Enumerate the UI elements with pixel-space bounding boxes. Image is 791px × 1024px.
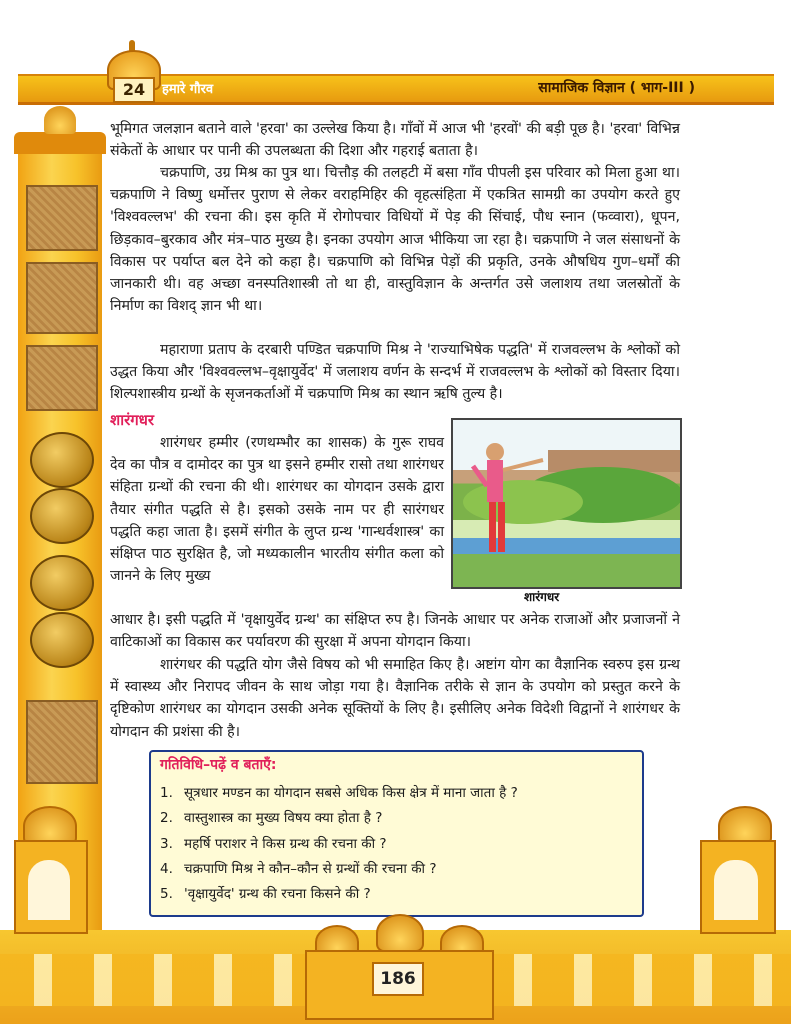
- header-page-number: 24: [113, 77, 155, 103]
- activity-question: [160, 783, 518, 801]
- relief-tile-image: [26, 185, 98, 251]
- paragraph-sharangdhar: शारंगधर हम्मीर (रणथम्भौर का शासक) के गुरू राघव देव का पौत्र व दामोदर का पुत्र था इसने हम्मीर रासो तथा शारंगधर संहिता ग्रन्थों की रचना की थी। शारंगधर का योगदान उसके द्वारा तैयार संगीत पद्धति से है। इसको उसके नाम पर ही सारंगधर पद्धति कहा जाता है। इसमें संगीत के लुप्त ग्रन्थ 'गान्धर्वशास्त्र' का संक्षिप्त पाठ सुरक्षित है, जो मध्यकालीन भारतीय संगीत कला को जानने के लिए मुख्य: [110, 435, 444, 585]
- coin-image: [30, 612, 94, 668]
- question-text: 'वृक्षायुर्वेद' ग्रन्थ की रचना किसने की ?: [184, 886, 371, 902]
- question-number: 5.: [160, 886, 173, 902]
- activity-question: [160, 808, 382, 826]
- activity-title: गतिविधि–पढ़ें व बताएँ:: [160, 757, 277, 773]
- question-text: सूत्रधार मण्डन का योगदान सबसे अधिक किस क्षेत्र में माना जाता है ?: [184, 785, 518, 801]
- figure-caption: शारंगधर: [524, 590, 560, 604]
- paragraph-yoga: शारंगधर की पद्धति योग जैसे विषय को भी समाहित किए है। अष्टांग योग का वैज्ञानिक स्वरुप इस ग्रन्थ में स्वास्थ्य और निरापद जीवन के साथ जोड़ा गया है। वैज्ञानिक तरीके से ज्ञान के उपयोग को प्रस्तुत करने के दृष्टिकोण शारंगधर का योगदान उसकी अनेक सूक्तियों के लिए है। इसीलिए अनेक विदेशी विद्वानों ने शारंगधर के योगदान की प्रशंसा की है।: [110, 657, 680, 740]
- question-text: चक्रपाणि मिश्र ने कौन–कौन से ग्रन्थों की रचना की ?: [184, 861, 437, 877]
- left-pillar-dome: [44, 106, 76, 134]
- section-heading: शारंगधर: [110, 411, 155, 429]
- paragraph-sharangdhar-cont: आधार है। इसी पद्धति में 'वृक्षायुर्वेद ग्रन्थ' का संक्षिप्त रुप है। जिनके आधार पर अनेक राजाओं और प्रजाजनों ने वाटिकाओं का विकास कर पर्यावरण की सुरक्षा में अपना योगदान किया।: [110, 612, 680, 651]
- question-text: महर्षि पराशर ने किस ग्रन्थ की रचना की ?: [184, 836, 387, 852]
- header-right-title: सामाजिक विज्ञान ( भाग-III ): [538, 80, 695, 96]
- paragraph-harva: भूमिगत जलज्ञान बताने वाले 'हरवा' का उल्लेख किया है। गाँवों में आज भी 'हरवों' की बड़ी पूछ है। 'हरवा' विभिन्न संकेतों के आधार पर पानी की उपलब्धता की दिशा और गहराई बताता है।: [110, 121, 680, 160]
- question-number: 2.: [160, 810, 173, 826]
- coin-image: [30, 555, 94, 611]
- paragraph-maharana: महाराणा प्रताप के दरबारी पण्डित चक्रपाणि मिश्र ने 'राज्याभिषेक पद्धति' में राजवल्लभ के श्लोकों को उद्धत किया और 'विश्ववल्लभ–वृक्षायुर्वेद' में जलाशय वर्णन के सन्दर्भ में राजवल्लभ के श्लोकों को विस्तार दिया। शिल्पशास्त्रीय ग्रन्थों के सृजनकर्ताओं में चक्रपाणि मिश्र का स्थान ऋषि तुल्य है।: [110, 342, 680, 403]
- paragraph-chakrapani: चक्रपाणि, उग्र मिश्र का पुत्र था। चित्तौड़ की तलहटी में बसा गाँव पीपली इस परिवार को मिला हुआ था। चक्रपाणि ने विष्णु धर्मोत्तर पुराण से लेकर वराहमिहिर की वृहत्संहिता में एकत्रित सामग्री का उपयोग करते हुए 'विश्ववल्लभ' की रचना की। इस कृति में रोगोपचार विधियों में पेड़ की सिंचाई, पौध स्नान (फव्वारा), धूपन, छिड़काव–बुरकाव और मंत्र–पाठ मुख्य है। इनका उपयोग आज भीकिया जा रहा है। चक्रपाणि ने जल संसाधनों के विकास पर पर्याप्त बल देने को कहा है। चक्रपाणि को विभिन्न पेड़ों की प्रकृति, उनके औषधिय गुण–धर्मों की जानकारी थी। वह अच्छा वनस्पतिशास्त्री तो था ही, वास्तुविज्ञान के अन्तर्गत उसे जलाशय तथा जलस्रोतों के निर्माण का विशद् ज्ञान भी था।: [110, 165, 680, 315]
- footer-page-number: 186: [372, 962, 424, 996]
- left-pillar-cap: [14, 132, 106, 154]
- illustration-art: [453, 420, 680, 587]
- relief-tile-image: [26, 700, 98, 784]
- activity-question: [160, 859, 437, 877]
- activity-question: [160, 834, 387, 852]
- header-left-title: हमारे गौरव: [162, 82, 214, 97]
- coin-image: [30, 432, 94, 488]
- coin-image: [30, 488, 94, 544]
- relief-tile-image: [26, 262, 98, 334]
- question-number: 4.: [160, 861, 173, 877]
- right-pavilion-window: [714, 860, 758, 920]
- left-pavilion-window: [28, 860, 70, 920]
- relief-tile-image: [26, 345, 98, 411]
- question-text: वास्तुशास्त्र का मुख्य विषय क्या होता है ?: [184, 810, 383, 826]
- question-number: 3.: [160, 836, 173, 852]
- activity-question: [160, 884, 371, 902]
- sharangdhar-illustration: [451, 418, 682, 589]
- center-pavilion-dome: [376, 914, 424, 952]
- question-number: 1.: [160, 785, 173, 801]
